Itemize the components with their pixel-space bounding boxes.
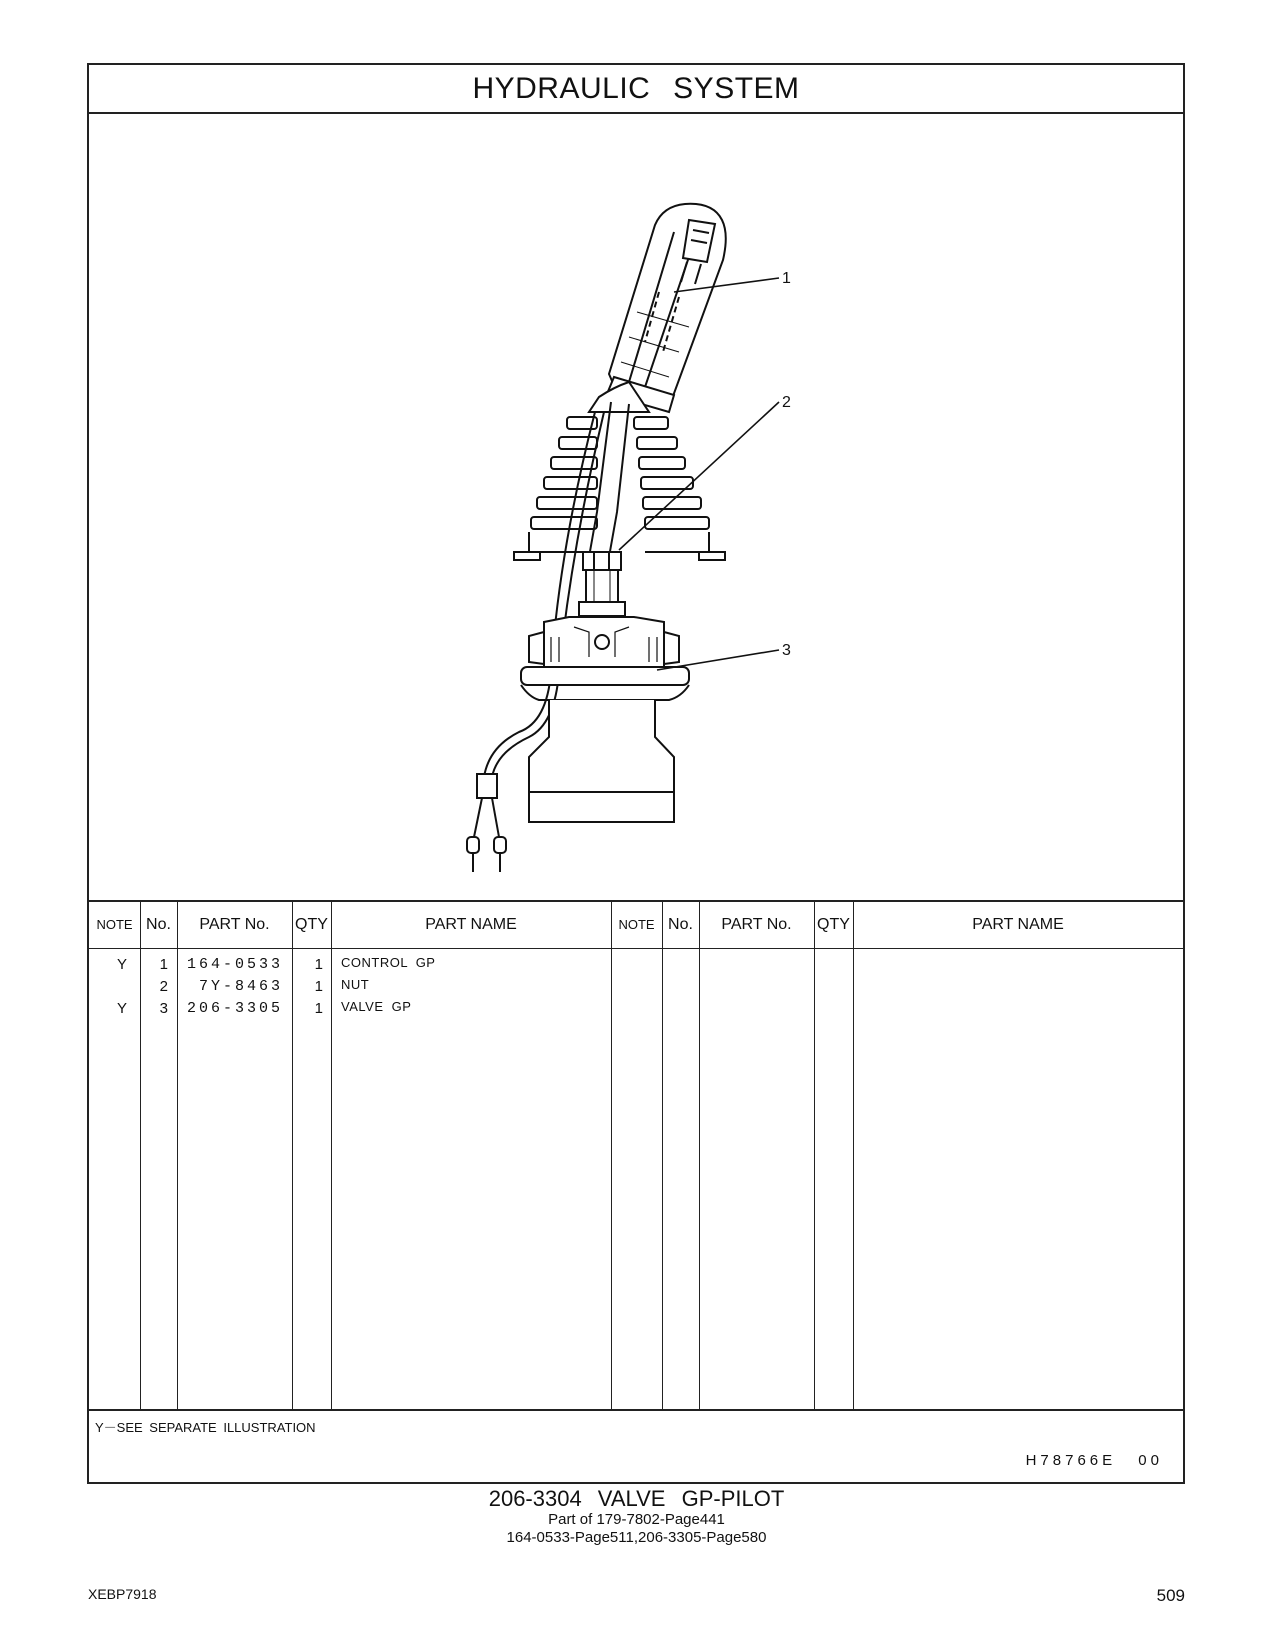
callout-2: 2 xyxy=(782,394,791,411)
header-part-no: PART No. xyxy=(199,916,270,933)
drawing-code: H78766E 00 xyxy=(1025,1452,1163,1469)
col-sep xyxy=(611,902,612,1409)
caption-refs: 164-0533-Page511,206-3305-Page580 xyxy=(506,1529,767,1546)
row-2-no: 2 xyxy=(159,978,168,995)
joystick-drawing xyxy=(89,112,1183,902)
header-note: NOTE xyxy=(96,917,133,932)
page-number: 509 xyxy=(1156,1586,1185,1605)
header-note-2: NOTE xyxy=(618,917,655,932)
caption-main: 206-3304 VALVE GP-PILOT xyxy=(488,1486,785,1511)
header-no: No. xyxy=(146,916,171,933)
row-3-note: Y xyxy=(116,1000,127,1017)
row-1-part-no: 164-0533 xyxy=(186,956,283,973)
sheet-title: HYDRAULIC SYSTEM xyxy=(89,65,1183,114)
row-3-qty: 1 xyxy=(314,1000,323,1017)
control-handle-icon xyxy=(607,204,726,412)
document-id: XEBP7918 xyxy=(88,1586,157,1602)
col-sep xyxy=(814,902,815,1409)
rubber-boot-icon xyxy=(514,382,725,560)
row-2-part-no: 7Y-8463 xyxy=(198,978,283,995)
parts-sheet-frame xyxy=(87,63,1185,1484)
header-qty-2: QTY xyxy=(817,916,850,933)
row-1-name: CONTROL GP xyxy=(341,955,436,970)
row-2-name: NUT xyxy=(341,977,370,992)
row-1-no: 1 xyxy=(159,956,168,973)
col-sep xyxy=(853,902,854,1409)
header-part-name: PART NAME xyxy=(425,916,517,933)
nut-icon xyxy=(583,552,621,570)
col-sep xyxy=(331,902,332,1409)
row-2-qty: 1 xyxy=(314,978,323,995)
header-part-no-2: PART No. xyxy=(721,916,792,933)
header-divider xyxy=(89,948,1183,949)
exploded-illustration xyxy=(89,112,1183,902)
header-qty: QTY xyxy=(295,916,328,933)
callout-1: 1 xyxy=(782,270,791,287)
parts-table xyxy=(89,900,1183,1411)
row-3-part-no: 206-3305 xyxy=(186,1000,283,1017)
row-1-qty: 1 xyxy=(314,956,323,973)
row-1-note: Y xyxy=(116,956,127,973)
callout-3: 3 xyxy=(782,642,791,659)
footnote: Y－SEE SEPARATE ILLUSTRATION xyxy=(95,1420,316,1435)
header-part-name-2: PART NAME xyxy=(972,916,1064,933)
header-no-2: No. xyxy=(668,916,693,933)
col-sep xyxy=(662,902,663,1409)
row-2-note xyxy=(89,976,127,998)
row-3-no: 3 xyxy=(159,1000,168,1017)
row-3-name: VALVE GP xyxy=(341,999,412,1014)
caption-part-of: Part of 179-7802-Page441 xyxy=(548,1511,725,1528)
connector-icon xyxy=(467,774,506,872)
col-sep xyxy=(699,902,700,1409)
